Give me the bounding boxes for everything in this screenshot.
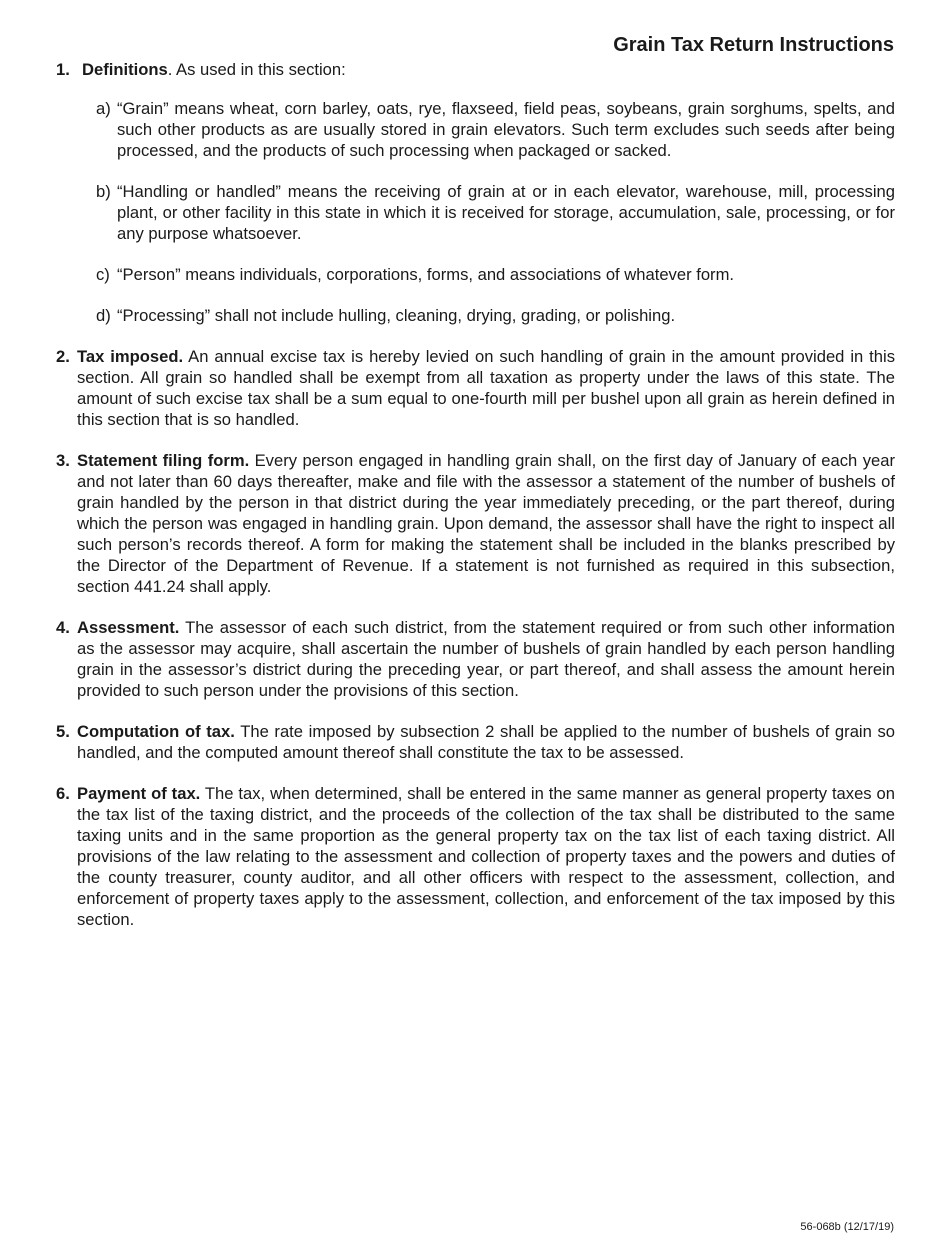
section-number: 1. (56, 60, 70, 79)
definition-letter: c) (96, 265, 110, 284)
section-heading: Payment of tax. (77, 784, 201, 803)
section-number: 4. (56, 618, 70, 637)
definition-text: “Person” means individuals, corporations, forms, and associations of whatever form. (117, 265, 735, 284)
section-number: 2. (56, 347, 70, 366)
definition-letter: b) (96, 182, 111, 201)
section-computation-of-tax (56, 721, 895, 763)
definition-item (82, 181, 895, 244)
section-heading: Tax imposed. (77, 347, 184, 366)
section-text: . As used in this section: (167, 60, 346, 79)
definitions-list (82, 98, 895, 326)
section-number: 3. (56, 451, 70, 470)
section-text: The rate imposed by subsection 2 shall be applied to the number of bushels of grain so handled, and the computed amount thereof shall constitute the tax to be assessed. (77, 722, 895, 762)
definition-letter: a) (96, 99, 111, 118)
section-number: 6. (56, 784, 70, 803)
definition-letter: d) (96, 306, 111, 325)
section-text: An annual excise tax is hereby levied on such handling of grain in the amount provided in this section. All grain so handled shall be exempt from all taxation as property under the laws of this state. The amount of such excise tax shall be a sum equal to one-fourth mill per bushel upon all grain as herein defined in this section that is so handled. (77, 347, 896, 429)
section-statement-filing-form (56, 450, 895, 597)
section-payment-of-tax (56, 783, 895, 930)
section-assessment (56, 617, 895, 701)
section-number: 5. (56, 722, 70, 741)
section-definitions (56, 59, 895, 326)
section-tax-imposed (56, 346, 895, 430)
definition-item (82, 305, 895, 326)
section-heading: Statement filing form. (77, 451, 250, 470)
form-number: 56-068b (12/17/19) (800, 1221, 894, 1233)
section-heading: Assessment. (77, 618, 180, 637)
page-title: Grain Tax Return Instructions (613, 34, 894, 56)
section-text: Every person engaged in handling grain shall, on the first day of January of each year and not later than 60 days thereafter, make and file with the assessor a statement of the number of bushels of grain handled by the person in that district during the year immediately preceding, or the part thereof, during which the person was engaged in handling grain. Upon demand, the assessor shall have the right to inspect all such person’s records thereof. A form for making the statement shall be included in the blanks prescribed by the Director of the Department of Revenue. If a statement is not furnished as required in this subsection, section 441.24 shall apply. (77, 451, 895, 596)
definition-text: “Grain” means wheat, corn barley, oats, rye, flaxseed, field peas, soybeans, grain sorghums, spelts, and such other products as are usually stored in grain elevators. Such term excludes such seeds after being processed, and the products of such processing when packaged or sacked. (117, 99, 895, 160)
section-heading: Definitions (82, 60, 168, 79)
section-text: The tax, when determined, shall be entered in the same manner as general property taxes on the tax list of the taxing district, and the proceeds of the collection of the tax shall be distributed to the same taxing units and in the same proportion as the general property tax on the tax list of each taxing district. All provisions of the law relating to the assessment and collection of property taxes and the powers and duties of the county treasurer, county auditor, and all other officers with respect to the assessment, collection, and enforcement of property taxes apply to the assessment, collection, and enforcement of the tax imposed by this section. (77, 784, 895, 929)
definition-item (82, 98, 895, 161)
definition-text: “Processing” shall not include hulling, cleaning, drying, grading, or polishing. (117, 306, 676, 325)
definition-text: “Handling or handled” means the receiving of grain at or in each elevator, warehouse, mill, processing plant, or other facility in this state in which it is received for storage, accumulation, sale, processing, or for any purpose whatsoever. (117, 182, 895, 243)
section-text: The assessor of each such district, from the statement required or from such other information as the assessor may acquire, shall ascertain the number of bushels of grain handled by each person handling grain in the assessor’s district during the preceding year, or part thereof, and shall assess the amount herein provided to such person under the provisions of this section. (77, 618, 895, 700)
section-heading: Computation of tax. (77, 722, 235, 741)
instructions-body (56, 59, 895, 950)
definition-item (82, 264, 895, 285)
